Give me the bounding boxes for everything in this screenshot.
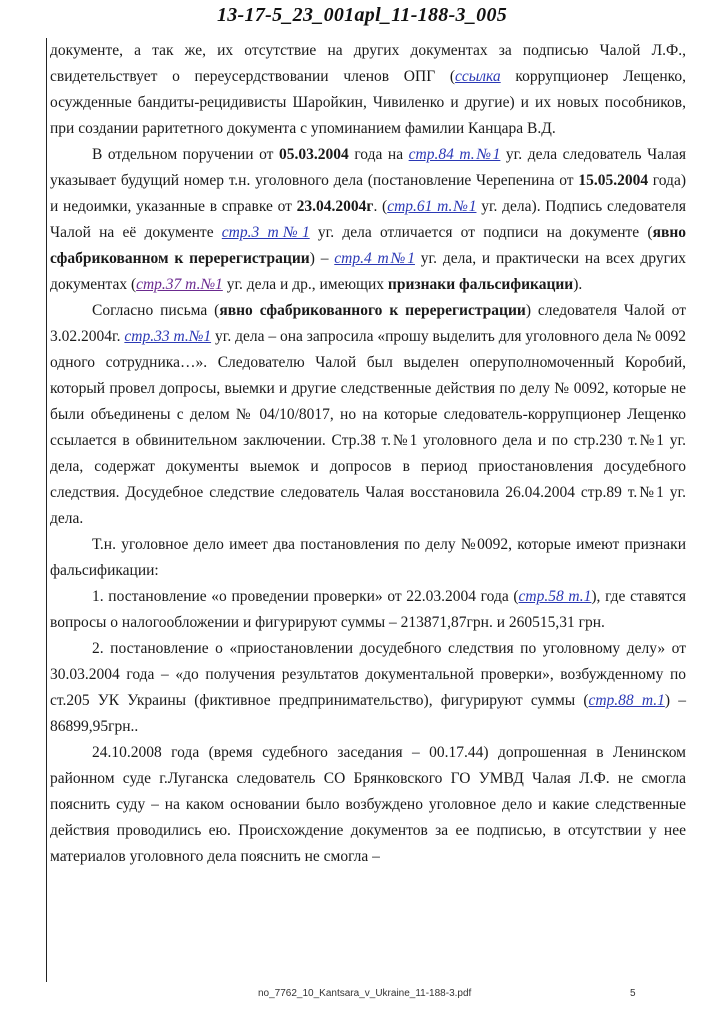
bold-phrase: явно сфабрикованном к перерегистрации xyxy=(50,224,686,267)
footer-page-number: 5 xyxy=(630,988,636,999)
link-page-84[interactable]: стр.84 т.№1 xyxy=(408,146,501,163)
link-page-58[interactable]: стр.58 т.1 xyxy=(518,588,592,605)
text: Согласно письма ( xyxy=(92,302,220,319)
text: уг. дела следователь Чалая указывает будущий номер т.н. уголовного дела (постановление Черепенина от xyxy=(50,146,686,189)
text: ) – xyxy=(309,250,335,267)
text: уг. дела). Подпись следователя Чалой на её документе xyxy=(50,198,686,241)
text: уг. дела отличается от подписи на документе ( xyxy=(309,224,653,241)
text: . ( xyxy=(373,198,388,215)
text: года на xyxy=(348,146,409,163)
bold-phrase: признаки фальсификации xyxy=(387,276,574,293)
text: уг. дела, и практически на всех других документах ( xyxy=(50,250,686,293)
date-bold: 23.04.2004г xyxy=(296,198,374,215)
paragraph-1 xyxy=(50,38,686,142)
left-margin-rule xyxy=(46,38,47,982)
text: коррупционер Лещенко, осужденные бандиты-рецидивисты Шаройкин, Чивиленко и другие) и их новых пособников, при создании раритетного документа с упоминанием фамилии Канцара В.Д. xyxy=(50,68,686,137)
paragraph-3 xyxy=(50,298,686,532)
text: ), где ставятся вопросы о налогообложении и фигурируют суммы – 213871,87грн. и 260515,31 грн. xyxy=(50,588,687,631)
paragraph-4: Т.н. уголовное дело имеет два постановления по делу №0092, которые имеют признаки фальсификации: xyxy=(50,536,686,579)
text: уг. дела и др., имеющих xyxy=(222,276,388,293)
bold-phrase: явно сфабрикованного к перерегистрации xyxy=(219,302,526,319)
page-header: 13-17-5_23_001apl_11-188-3_005 xyxy=(216,4,508,26)
paragraph-5 xyxy=(50,584,686,636)
text: В отдельном поручении от xyxy=(92,146,280,163)
text: ) – 86899,95грн.. xyxy=(50,692,686,735)
paragraph-7: 24.10.2008 года (время судебного заседания – 00.17.44) допрошенная в Ленинском районном суде г.Луганска следователь СО Брянковского ГО УМВД Чалая Л.Ф. не смогла пояснить суду – на каком основании было возбуждено уголовное дело и какие следственные действия проводились ею. Происхождение документов за ее подписью, в отсутствии у нее материалов уголовного дела пояснить не смогла – xyxy=(50,744,686,865)
document-body xyxy=(50,38,686,870)
paragraph-2 xyxy=(50,142,686,298)
link-page-37[interactable]: стр.37 т.№1 xyxy=(136,276,223,293)
paragraph-6 xyxy=(50,636,686,740)
date-bold: 15.05.2004 xyxy=(578,172,649,189)
text: уг. дела – она запросила «прошу выделить для уголовного дела № 0092 одного сотрудника…». Следователю Чалой был выделен оперуполномоченный Коробий, который провел допросы, выемки и другие следственные действия по делу № 0092, которые не были объединены с делом № 04/10/8017, но на которые следователь-коррупционер Лещенко ссылается в обвинительном заключении. Стр.38 т.№1 уголовного дела и по стр.230 т.№1 уг. дела, содержат документы выемок и допросов в период приостановления досудебного следствия. Досудебное следствие следователь Чалая восстановила 26.04.2004 стр.89 т.№1 уг. дела. xyxy=(50,328,687,527)
text: 2. постановление о «приостановлении досудебного следствия по уголовному делу» от 30.03.2004 года – «до получения результатов документальной проверки», возбужденному по ст.205 УК Украины (фиктивное предпринимательство), фигурируют суммы ( xyxy=(50,640,686,709)
text: года) и недоимки, указанные в справке от xyxy=(50,172,686,215)
link-page-4[interactable]: стр.4 т№1 xyxy=(334,250,415,267)
link-ssylka[interactable]: ссылка xyxy=(455,68,501,85)
text: документе, а так же, их отсутствие на других документах за подписью Чалой Л.Ф., свидетельствует о переусердствовании членов ОПГ ( xyxy=(50,42,686,85)
text: ). xyxy=(573,276,583,293)
link-page-33[interactable]: стр.33 т.№1 xyxy=(124,328,212,345)
footer-filename: no_7762_10_Kantsara_v_Ukraine_11-188-3.pdf xyxy=(258,988,472,999)
text: 1. постановление «о проведении проверки» от 22.03.2004 года ( xyxy=(92,588,519,605)
date-bold: 05.03.2004 xyxy=(279,146,349,163)
link-page-3[interactable]: стр.3 т№1 xyxy=(221,224,310,241)
text: ) следователя Чалой от 3.02.2004г. xyxy=(50,302,686,345)
link-page-61[interactable]: стр.61 т.№1 xyxy=(387,198,477,215)
link-page-88[interactable]: стр.88 т.1 xyxy=(588,692,665,709)
